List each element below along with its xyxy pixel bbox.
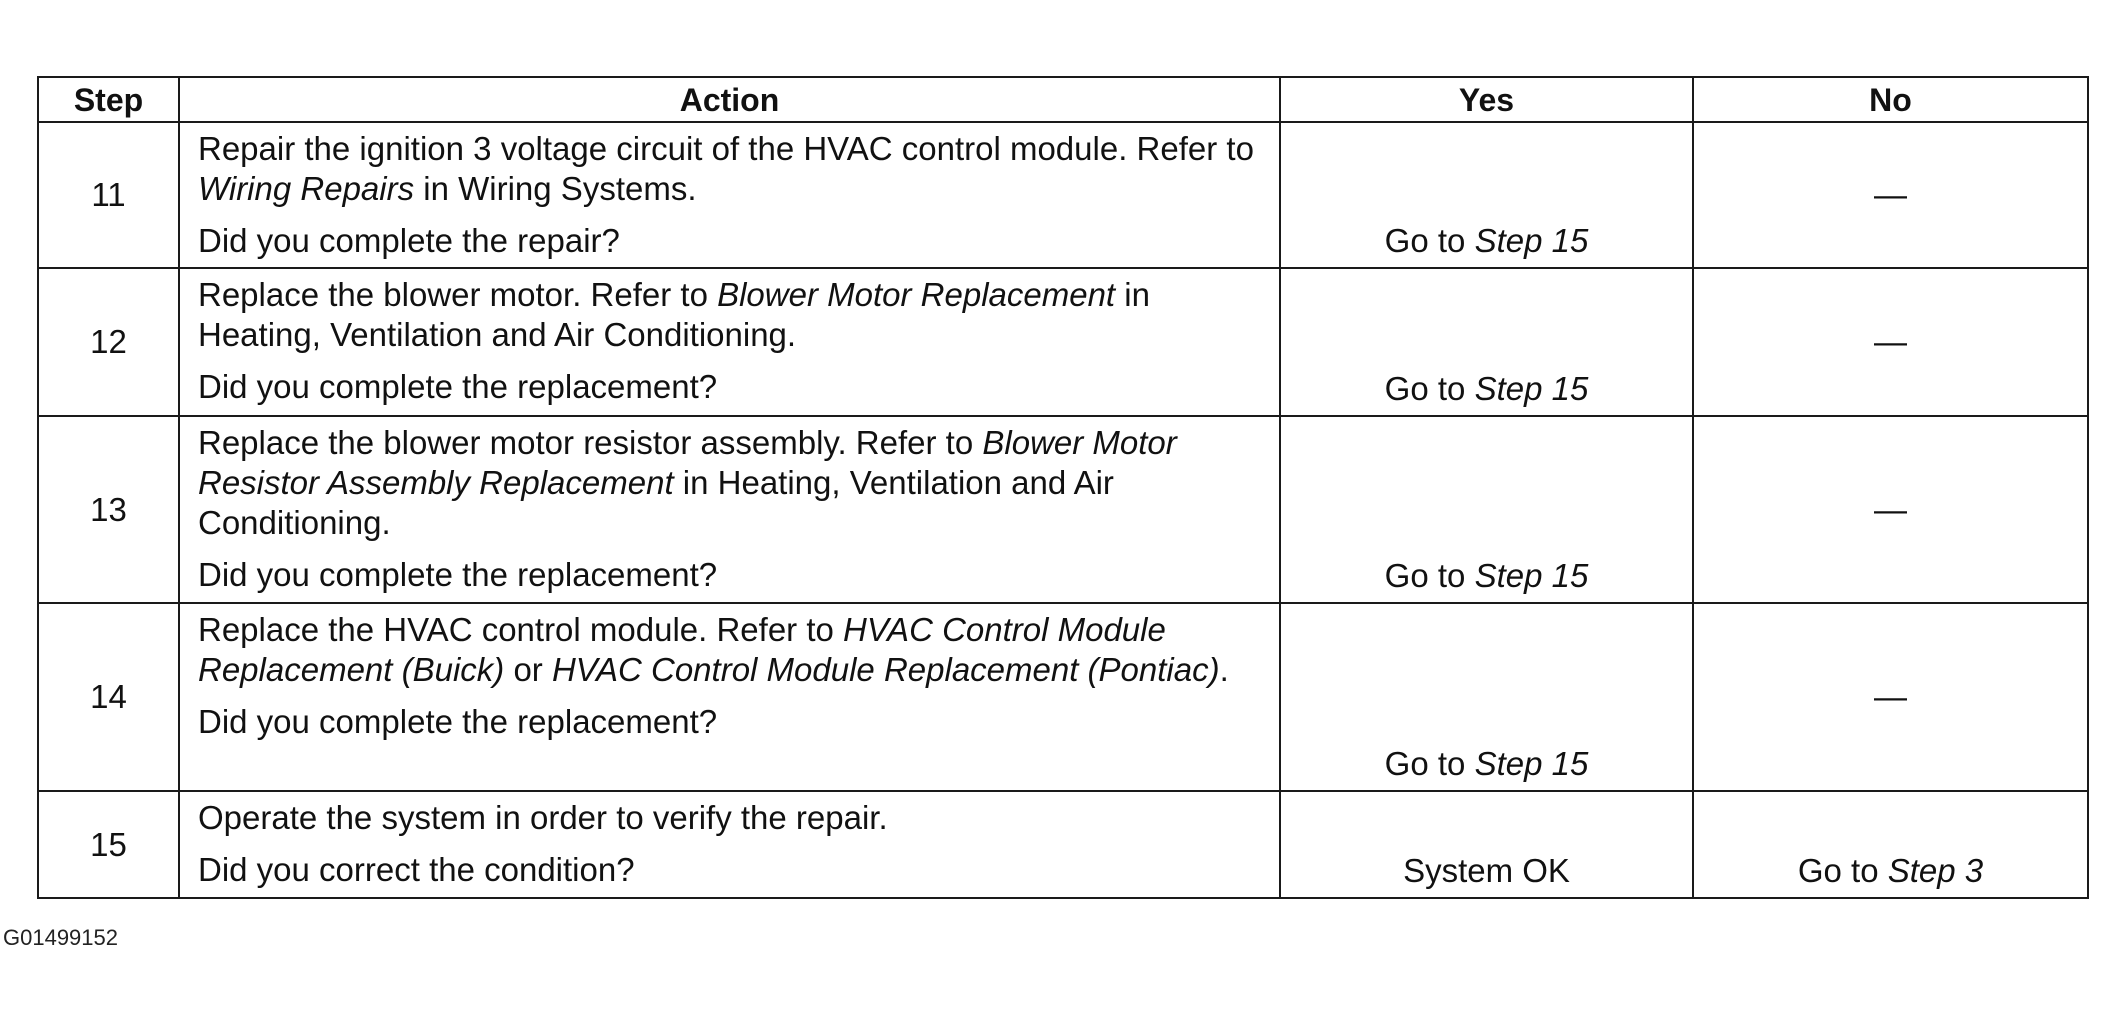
reference-link: Blower Motor Resistor Assembly Replacement (198, 424, 1177, 501)
question-text: Did you complete the replacement? (198, 368, 718, 405)
no-result: Go to Step 3 (1797, 852, 1984, 889)
step-number: 13 (38, 416, 179, 603)
yes-cell (1280, 122, 1693, 268)
action-cell (179, 122, 1280, 268)
yes-result: Go to Step 15 (1384, 557, 1589, 594)
yes-cell (1280, 791, 1693, 898)
step-number: 15 (38, 791, 179, 898)
question-text: Did you correct the condition? (198, 851, 635, 888)
header-step: Step (38, 77, 179, 122)
table-row (38, 791, 2088, 898)
action-cell (179, 603, 1280, 791)
table-row (38, 122, 2088, 268)
diagnostic-table (37, 76, 2089, 899)
question-text: Did you complete the replacement? (198, 703, 718, 740)
table-row (38, 268, 2088, 416)
action-text: Replace the blower motor resistor assembly. Refer to Blower Motor Resistor Assembly Replacement in Heating, Ventilation and Air Conditioning. (198, 424, 1177, 541)
yes-cell (1280, 603, 1693, 791)
table-row (38, 603, 2088, 791)
no-cell (1693, 268, 2088, 416)
header-action: Action (179, 77, 1280, 122)
reference-link: Blower Motor Replacement (717, 276, 1116, 313)
no-result-dash: — (1874, 323, 1907, 360)
header-no: No (1693, 77, 2088, 122)
header-yes: Yes (1280, 77, 1693, 122)
step-number: 11 (38, 122, 179, 268)
action-text: Replace the HVAC control module. Refer to HVAC Control Module Replacement (Buick) or HVAC Control Module Replacement (Pontiac). (198, 611, 1229, 688)
yes-result: System OK (1403, 852, 1570, 889)
yes-cell (1280, 416, 1693, 603)
table-header-row (38, 77, 2088, 122)
no-cell (1693, 122, 2088, 268)
action-cell (179, 268, 1280, 416)
no-result-dash: — (1874, 678, 1907, 715)
step-number: 14 (38, 603, 179, 791)
yes-cell (1280, 268, 1693, 416)
action-cell (179, 416, 1280, 603)
yes-result: Go to Step 15 (1384, 370, 1589, 407)
action-text: Repair the ignition 3 voltage circuit of the HVAC control module. Refer to Wiring Repairs in Wiring Systems. (198, 130, 1254, 207)
no-cell (1693, 603, 2088, 791)
action-text: Operate the system in order to verify the repair. (198, 799, 888, 836)
action-cell (179, 791, 1280, 898)
reference-link: HVAC Control Module Replacement (Pontiac) (551, 651, 1220, 688)
action-text: Replace the blower motor. Refer to Blower Motor Replacement in Heating, Ventilation and Air Conditioning. (198, 276, 1150, 353)
no-cell (1693, 416, 2088, 603)
reference-link: HVAC Control Module Replacement (Buick) (198, 611, 1166, 688)
question-text: Did you complete the repair? (198, 222, 620, 259)
no-result-dash: — (1874, 490, 1907, 528)
question-text: Did you complete the replacement? (198, 556, 718, 593)
reference-link: Wiring Repairs (198, 170, 415, 207)
figure-id: G01499152 (3, 925, 118, 950)
no-result-dash: — (1874, 176, 1907, 213)
yes-result: Go to Step 15 (1384, 745, 1589, 782)
step-number: 12 (38, 268, 179, 416)
yes-result: Go to Step 15 (1384, 222, 1589, 259)
no-cell (1693, 791, 2088, 898)
table-row (38, 416, 2088, 603)
